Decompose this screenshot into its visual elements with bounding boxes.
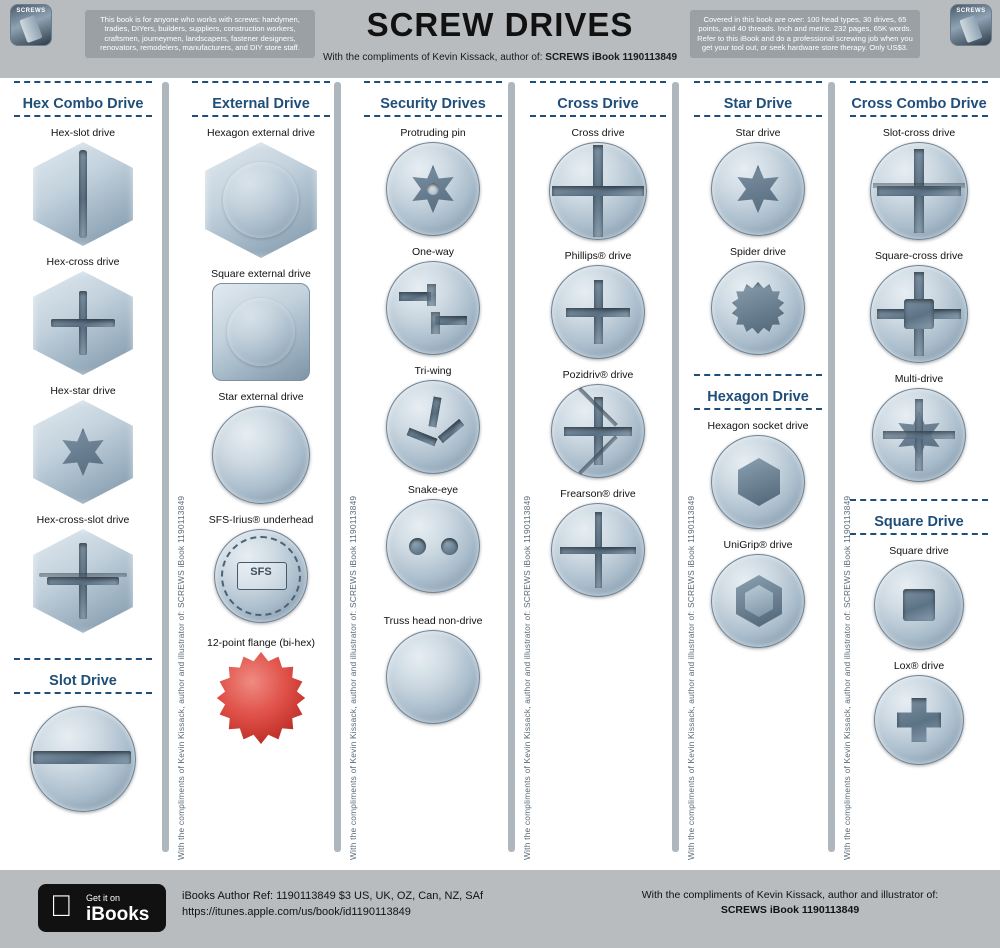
header-subtitle-bold: SCREWS iBook 1190113849 <box>545 52 678 63</box>
column-title: External Drive <box>212 96 310 112</box>
screw-square-cross <box>870 265 968 363</box>
footer-credit <box>600 888 980 918</box>
column-title: Star Drive <box>723 96 793 112</box>
footer-credit-line1: With the compliments of Kevin Kissack, author and illustrator of: <box>641 889 939 901</box>
screw-truss-head-non-drive <box>386 630 480 724</box>
column-title: Square Drive <box>874 514 964 530</box>
screw-hex-cross <box>33 271 133 375</box>
item-label: Square-cross drive <box>874 250 964 262</box>
screw-lox <box>874 675 964 765</box>
screw-sfs-irius-underhead <box>214 529 308 623</box>
screw-hex-star <box>33 400 133 504</box>
item-label: Hex-cross drive <box>46 256 120 268</box>
column-cross-combo-drive <box>844 78 994 765</box>
screw-square <box>874 560 964 650</box>
item-label: One-way <box>411 246 454 258</box>
item-label: Star drive <box>735 127 781 139</box>
screw-pozidriv <box>551 384 645 478</box>
poster-header <box>0 0 1000 80</box>
screw-frearson <box>551 503 645 597</box>
item-label: SFS-Irius® underhead <box>208 514 314 526</box>
header-subtitle-plain: With the compliments of Kevin Kissack, author of: <box>322 52 543 63</box>
screw-star-external <box>212 406 310 504</box>
item-label: Square external drive <box>211 268 311 280</box>
screw-multi-drive <box>872 388 966 482</box>
app-icon-label: SCREWS <box>16 8 46 14</box>
screw-protruding-pin <box>386 142 480 236</box>
header-blurb-left: This book is for anyone who works with screws: handymen, tradies, DIYers, builders, suppliers, construction workers, craftsmen, journeymen, landscapers, fastener designers, renovators, remodelers, manufacturers, and DIY store staff. <box>85 10 315 58</box>
item-label: Cross drive <box>571 127 625 139</box>
poster-body <box>0 78 1000 868</box>
screw-snake-eye <box>386 499 480 593</box>
vertical-note: With the compliments of Kevin Kissack, author and illustrator of: SCREWS iBook 1190113849 <box>686 495 696 860</box>
column-star-drive <box>688 78 828 648</box>
item-label: Snake-eye <box>407 484 459 496</box>
vertical-note: With the compliments of Kevin Kissack, author and illustrator of: SCREWS iBook 1190113849 <box>522 495 532 860</box>
header-blurb-right: Covered in this book are over: 100 head types, 30 drives, 65 points, and 40 threads. Inch and metric. 232 pages, 65K words. Refer to this iBook and do a professional screwing job when you get your tool out, or seek hardware store therapy. Only US$3. <box>690 10 920 58</box>
screw-hex-cross-slot <box>33 529 133 633</box>
column-divider <box>508 82 515 852</box>
screw-12-point-flange <box>215 652 307 744</box>
column-divider <box>828 82 835 852</box>
screw-slot-cross <box>870 142 968 240</box>
vertical-note: With the compliments of Kevin Kissack, author and illustrator of: SCREWS iBook 1190113849 <box>842 495 852 860</box>
apple-icon <box>50 892 73 922</box>
item-label: Truss head non-drive <box>383 615 483 627</box>
column-title: Hex Combo Drive <box>22 96 144 112</box>
item-label: Slot-cross drive <box>882 127 956 139</box>
screw-one-way <box>386 261 480 355</box>
page-title: SCREW DRIVES <box>366 6 634 43</box>
sfs-mark: SFS <box>250 566 272 578</box>
column-title: Hexagon Drive <box>707 389 809 405</box>
item-label: Hex-slot drive <box>50 127 116 139</box>
item-label: Protruding pin <box>400 127 466 139</box>
screw-hex-slot <box>33 142 133 246</box>
item-label: Phillips® drive <box>564 250 632 262</box>
item-label: Hexagon socket drive <box>707 420 809 432</box>
footer-ref-line1: iBooks Author Ref: 1190113849 $3 US, UK, OZ, Can, NZ, SAf <box>182 890 484 902</box>
item-label: Spider drive <box>729 246 787 258</box>
app-icon-label: SCREWS <box>956 8 986 14</box>
column-divider <box>672 82 679 852</box>
column-title: Slot Drive <box>49 673 117 689</box>
screw-phillips <box>551 265 645 359</box>
item-label: Hexagon external drive <box>207 127 315 139</box>
store-name-label: iBooks <box>86 904 150 925</box>
column-hex-combo-drive <box>8 78 158 812</box>
screw-slot <box>30 706 136 812</box>
screw-hexagon-external <box>205 142 317 258</box>
poster-footer <box>0 868 1000 948</box>
column-external-drive <box>186 78 336 744</box>
column-security-drives <box>358 78 508 724</box>
column-divider <box>162 82 169 852</box>
vertical-note: With the compliments of Kevin Kissack, author and illustrator of: SCREWS iBook 1190113849 <box>348 495 358 860</box>
vertical-note: With the compliments of Kevin Kissack, author and illustrator of: SCREWS iBook 1190113849 <box>176 495 186 860</box>
item-label: Frearson® drive <box>560 488 636 500</box>
item-label: Pozidriv® drive <box>562 369 634 381</box>
store-get-label: Get it on <box>86 893 121 903</box>
footer-reference <box>182 888 483 920</box>
item-label: Tri-wing <box>414 365 452 377</box>
item-label: Hex-star drive <box>50 385 116 397</box>
item-label: Lox® drive <box>893 660 945 672</box>
column-cross-drive <box>524 78 672 597</box>
column-title: Cross Combo Drive <box>851 96 987 112</box>
item-label: Star external drive <box>218 391 304 403</box>
screw-square-external <box>212 283 310 381</box>
column-title: Cross Drive <box>557 96 639 112</box>
item-label: Multi-drive <box>894 373 944 385</box>
item-label: 12-point flange (bi-hex) <box>207 637 315 649</box>
ibooks-badge[interactable] <box>38 884 166 932</box>
item-label: Square drive <box>889 545 949 557</box>
screw-unigrip <box>711 554 805 648</box>
item-label: Hex-cross-slot drive <box>36 514 130 526</box>
screw-tri-wing <box>386 380 480 474</box>
screw-hexagon-socket <box>711 435 805 529</box>
footer-credit-line2: SCREWS iBook 1190113849 <box>720 904 860 916</box>
screw-cross <box>549 142 647 240</box>
screw-spider <box>711 261 805 355</box>
column-title: Security Drives <box>380 96 486 112</box>
item-label: UniGrip® drive <box>723 539 793 551</box>
screw-star <box>711 142 805 236</box>
footer-ref-link[interactable]: https://itunes.apple.com/us/book/id1190113849 <box>182 906 411 918</box>
